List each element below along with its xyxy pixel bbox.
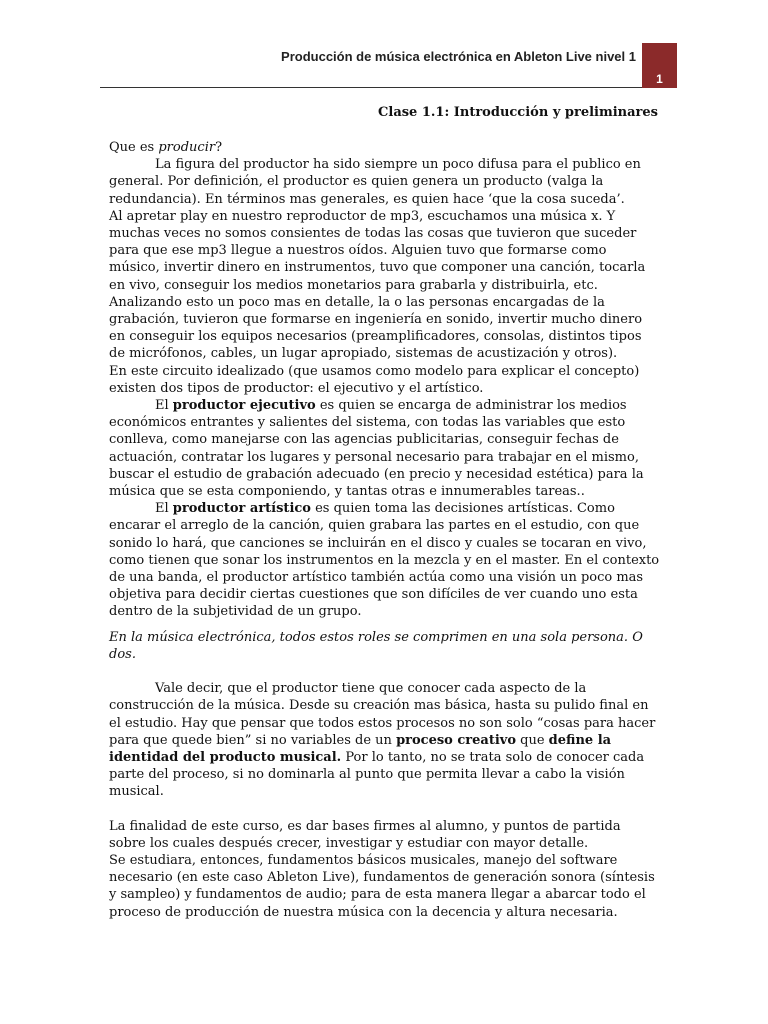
bold-term: proceso creativo <box>396 732 517 748</box>
paragraph-productor-ejecutivo <box>109 397 661 500</box>
text-run: Vale decir, que el productor tiene que conocer cada aspecto de la construcción de la música. Desde su creación mas básica, hasta su pulido final en el estudio. Hay que pensar que todos estos procesos no son solo “cosas para hacer para que quede bien” si no variables de un <box>109 681 656 748</box>
paragraph: La figura del productor ha sido siempre un poco difusa para el publico en general. Por definición, el productor es quien genera un producto (valga la redundancia). En términos mas generales, es quien hace ‘que la cosa suceda’. <box>109 157 641 207</box>
section-heading: Clase 1.1: Introducción y preliminares <box>378 105 658 120</box>
paragraph <box>109 680 661 800</box>
paragraph-question <box>109 139 661 156</box>
text-run: Por lo tanto, no se trata solo de conocer cada parte del proceso, si no dominarla al punto que permita llevar a cabo la visión musical. <box>109 749 645 800</box>
text-run: que <box>516 732 549 748</box>
italic-statement: En la música electrónica, todos estos roles se comprimen en una sola persona. O dos. <box>109 629 643 662</box>
bold-term: productor artístico <box>172 501 311 517</box>
paragraph: Se estudiara, entonces, fundamentos básicos musicales, manejo del software necesario (en este caso Ableton Live), fundamentos de generación sonora (síntesis y sampleo) y fundamentos de audio; para de esta manera llegar a abarcar todo el proceso de producción de nuestra música con la decencia y altura necesaria. <box>109 852 655 920</box>
paragraph-productor-artistico <box>109 500 661 620</box>
text-run: ? <box>215 140 223 155</box>
text-run: es quien toma las decisiones artísticas. Como encarar el arreglo de la canción, quien grabara las partes en el estudio, con que sonido lo hará, que canciones se incluirán en el disco y cuales se tocaran en vivo, como tienen que sonar los instrumentos en la mezcla y en el master. En el contexto de una banda, el productor artístico también actúa como una visión un poco mas objetiva para decidir ciertas cuestiones que son difíciles de ver cuando uno esta dentro de la subjetividad de un grupo. <box>109 501 660 620</box>
text-run: es quien se encarga de administrar los medios económicos entrantes y salientes del sistema, con todas las variables que esto conlleva, como manejarse con las agencias publicitarias, conseguir fechas de actuación, contratar los lugares y personal necesario para trabajar en el mismo, buscar el estudio de grabación adecuado (en precio y necesidad estética) para la música que se esta componiendo, y tantas otras e innumerables tareas.. <box>109 398 644 500</box>
text-run: Que es <box>109 140 159 155</box>
document-body <box>109 139 661 921</box>
text-run: El <box>155 501 173 517</box>
document-header-title: Producción de música electrónica en Ableton Live nivel 1 <box>281 49 636 64</box>
header-divider <box>100 87 642 88</box>
paragraph: Al apretar play en nuestro reproductor de mp3, escuchamos una música x. Y muchas veces no somos consientes de todas las cosas que tuvieron que suceder para que ese mp3 llegue a nuestros oídos. Alguien tuvo que formarse como músico, invertir dinero en instrumentos, tuvo que componer una canción, tocarla en vivo, conseguir los medios monetarios para grabarla y distribuirla, etc. Analizando esto un poco mas en detalle, la o las personas encargadas de la grabación, tuvieron que formarse en ingeniería en sonido, invertir mucho dinero en conseguir los equipos necesarios (preamplificadores, consolas, distintos tipos de micrófonos, cables, un lugar apropiado, sistemas de acustización y otros). <box>109 208 646 362</box>
bold-term: productor ejecutivo <box>172 398 316 414</box>
page-number: 1 <box>656 72 663 86</box>
bold-term: define la identidad del producto musical. <box>109 732 612 765</box>
paragraph: En este circuito idealizado (que usamos como modelo para explicar el concepto) existen dos tipos de productor: el ejecutivo y el artístico. <box>109 363 640 396</box>
italic-term: producir <box>158 140 216 155</box>
text-run: El <box>155 398 173 414</box>
page-number-tab <box>642 43 677 88</box>
paragraph-italic <box>109 629 661 663</box>
paragraph: La finalidad de este curso, es dar bases firmes al alumno, y puntos de partida sobre los cuales después crecer, investigar y estudiar con mayor detalle. <box>109 818 621 851</box>
